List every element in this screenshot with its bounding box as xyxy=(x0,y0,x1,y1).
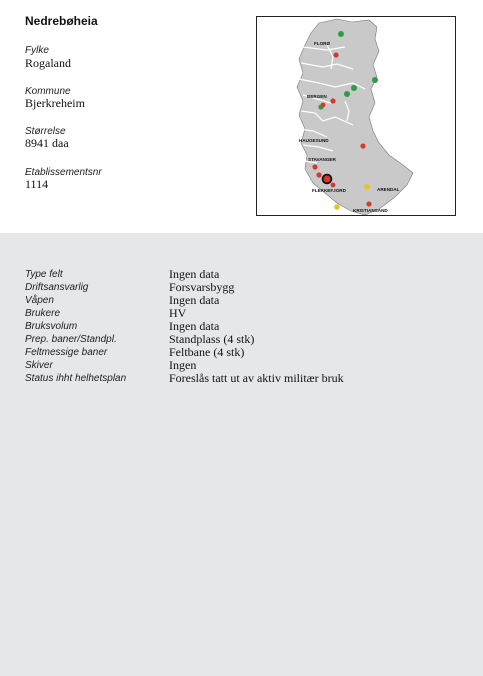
map-svg xyxy=(257,17,455,215)
storrelse-label: Størrelse xyxy=(25,126,66,137)
city-label-kristiansand: KRISTIANSAND xyxy=(353,208,388,213)
details-value: Feltbane (4 stk) xyxy=(169,345,245,359)
details-value: Forsvarsbygg xyxy=(169,280,235,294)
header-section xyxy=(0,0,483,233)
current-site-marker xyxy=(323,175,332,184)
details-row xyxy=(25,372,465,385)
details-value: Ingen data xyxy=(169,267,220,281)
storrelse-value: 8941 daa xyxy=(25,136,69,150)
details-label: Brukere xyxy=(25,308,61,319)
details-label: Våpen xyxy=(25,295,54,306)
details-row xyxy=(25,346,465,359)
etablissement-label: Etablissementsnr xyxy=(25,167,102,178)
details-label: Status ihht helhetsplan xyxy=(25,373,127,384)
details-label: Skiver xyxy=(25,360,53,371)
city-label-arendal: ARENDAL xyxy=(377,187,400,192)
details-row xyxy=(25,307,465,320)
details-table xyxy=(25,268,465,385)
details-row xyxy=(25,268,465,281)
details-value: HV xyxy=(169,306,187,320)
details-label: Type felt xyxy=(25,269,63,280)
details-value: Ingen data xyxy=(169,293,220,307)
etablissement-value: 1114 xyxy=(25,177,49,191)
details-row xyxy=(25,294,465,307)
details-row xyxy=(25,281,465,294)
details-value: Standplass (4 stk) xyxy=(169,332,255,346)
details-label: Feltmessige baner xyxy=(25,347,108,358)
city-label-haugesund: HAUGESUND xyxy=(299,138,329,143)
city-label-flekkefjord: FLEKKEFJORD xyxy=(312,188,346,193)
details-label: Prep. baner/Standpl. xyxy=(25,334,117,345)
location-map xyxy=(256,16,456,216)
kommune-label: Kommune xyxy=(25,86,71,97)
details-value: Ingen xyxy=(169,358,197,372)
details-value: Ingen data xyxy=(169,319,220,333)
site-title: Nedrebøheia xyxy=(25,14,98,28)
details-label: Driftsansvarlig xyxy=(25,282,89,293)
fylke-label: Fylke xyxy=(25,45,49,56)
fylke-value: Rogaland xyxy=(25,56,71,70)
details-value: Foreslås tatt ut av aktiv militær bruk xyxy=(169,371,344,385)
details-label: Bruksvolum xyxy=(25,321,78,332)
details-row xyxy=(25,333,465,346)
kommune-value: Bjerkreheim xyxy=(25,96,85,110)
city-label-bergen: BERGEN xyxy=(307,94,327,99)
city-label-stavanger: STAVANGER xyxy=(308,157,336,162)
city-label-floro: FLORØ xyxy=(314,41,331,46)
